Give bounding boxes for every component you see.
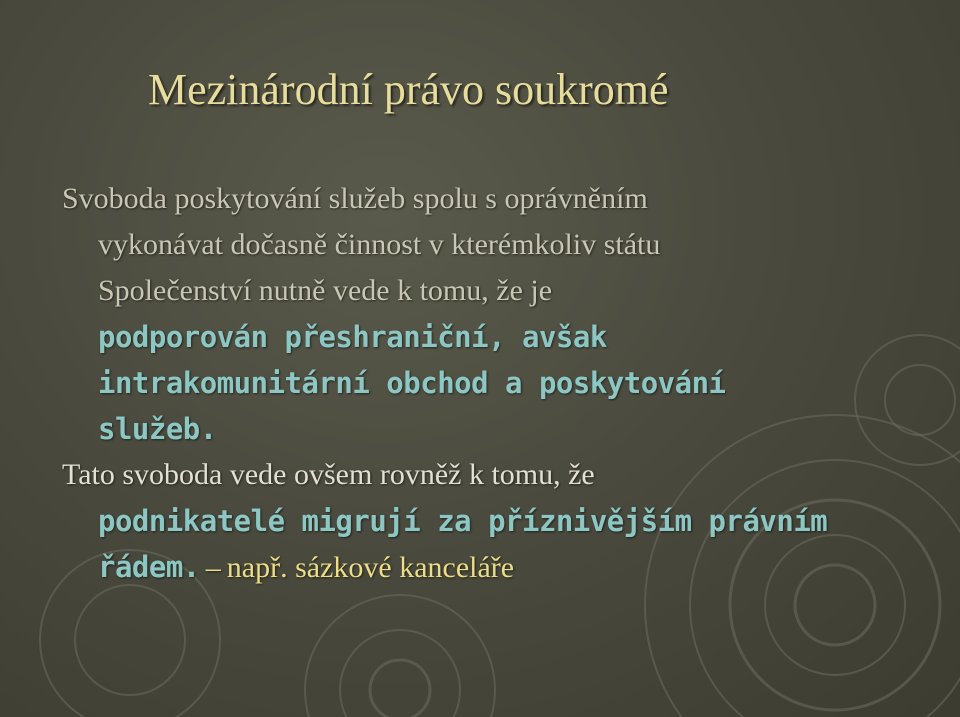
p1-line-1: Svoboda poskytování služeb spolu s oprávněním [62, 182, 648, 215]
p2-line-3-dash: – [205, 551, 221, 584]
p1-line-6: služeb. [98, 412, 217, 446]
p1-line-5: intrakomunitární obchod a poskytování [98, 366, 726, 400]
p2-line-3-a: řádem. [98, 550, 200, 584]
p1-line-2: vykonávat dočasně činnost v kterémkoliv státu [98, 228, 661, 261]
p2-line-3 [62, 544, 932, 591]
p2-line-1: Tato svoboda vede ovšem rovněž k tomu, že [62, 458, 595, 491]
p2-line-2: podnikatelé migrují za příznivějším právním [98, 504, 828, 538]
slide-title: Mezinárodní právo soukromé [148, 65, 669, 114]
p1-line-3: Společenství nutně vede k tomu, že je [98, 274, 553, 307]
p2-line-3-b: např. sázkové kanceláře [226, 551, 515, 584]
slide-body [62, 176, 932, 591]
p1-line-4: podporován přeshraniční, avšak [98, 320, 607, 354]
